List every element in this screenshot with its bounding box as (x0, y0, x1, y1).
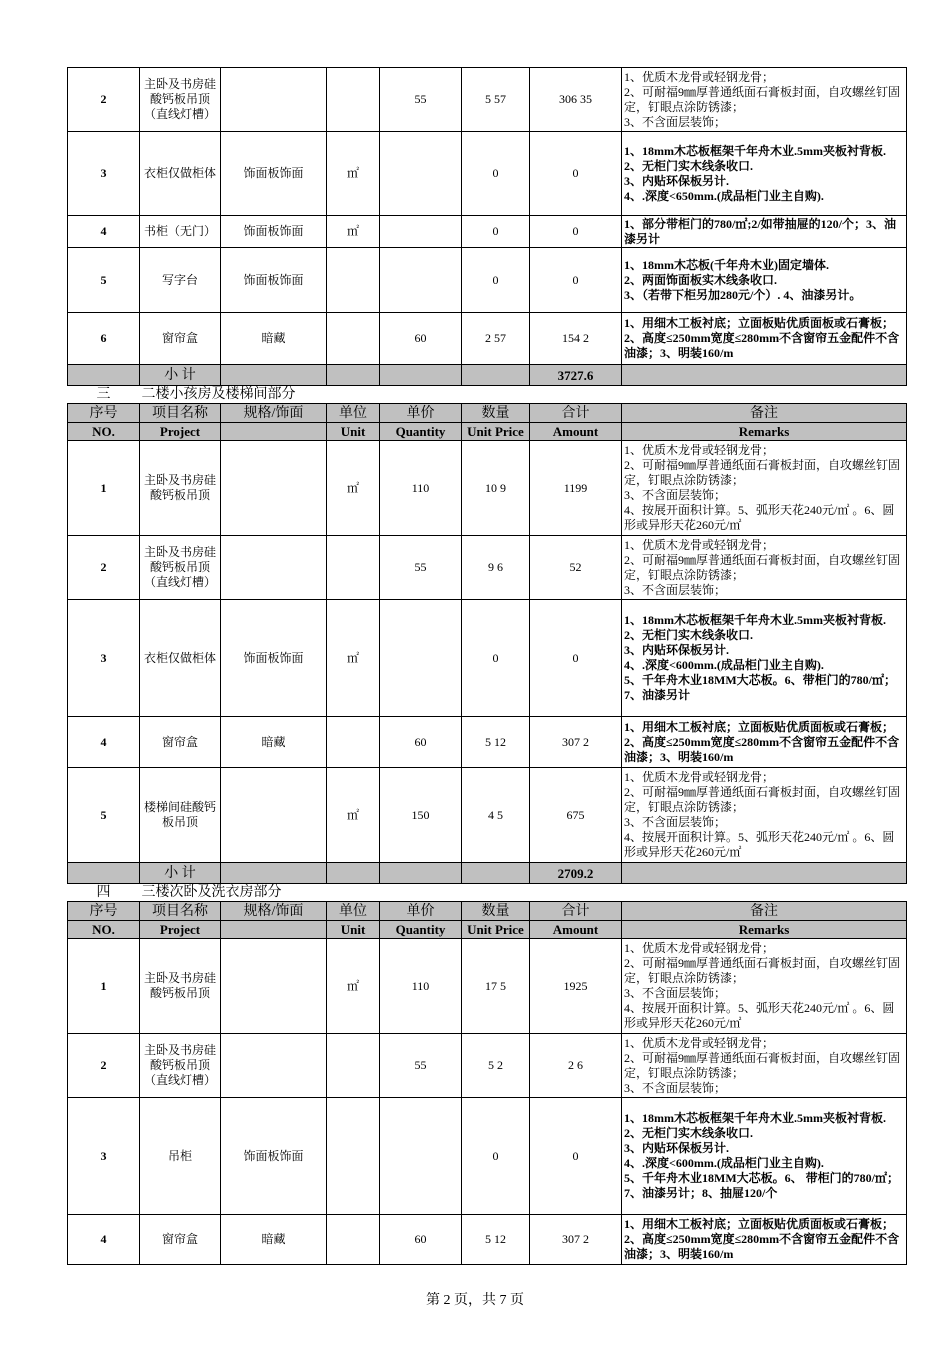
subtotal-blank (68, 365, 140, 386)
subtotal-blank (327, 365, 380, 386)
item-remarks: 1、优质木龙骨或轻钢龙骨； 2、可耐福9㎜厚普通纸面石膏板封面，自攻螺丝钉固定，钉眼点涂防锈漆； 3、不含面层装饰； 4、按展开面积计算。5、弧形天花240元/㎡ 。6、圆形或异形天花260元/㎡ (622, 939, 907, 1034)
item-name: 主卧及书房硅酸钙板吊顶（直线灯槽） (140, 68, 221, 132)
row-number: 1 (68, 939, 140, 1034)
item-name: 窗帘盒 (140, 717, 221, 768)
item-name: 主卧及书房硅酸钙板吊顶 (140, 939, 221, 1034)
item-remarks: 1、18mm木芯板框架千年舟木业.5mm夹板衬背板. 2、无柜门实木线条收口. 3、内贴环保板另计. 4、.深度<600mm.(成品柜门业主自购). 5、千年舟木业18MM大芯板。6、 带柜门的780/㎡；7、油漆另计；8、抽屉120/个 (622, 1098, 907, 1215)
header-en-spec (221, 921, 327, 939)
row-number: 2 (68, 68, 140, 132)
item-unit (327, 1034, 380, 1098)
table-row (68, 248, 907, 313)
row-number: 4 (68, 717, 140, 768)
item-spec: 暗藏 (221, 1215, 327, 1265)
row-number: 4 (68, 216, 140, 248)
item-remarks: 1、用细木工板衬底；立面板贴优质面板或石膏板；2、高度≤250mm宽度≤280mm不含窗帘五金配件不含油漆；3、明装160/m (622, 717, 907, 768)
item-quantity: 5 2 (462, 1034, 530, 1098)
table-row (68, 717, 907, 768)
item-spec: 饰面板饰面 (221, 248, 327, 313)
table-row (68, 313, 907, 365)
item-name: 主卧及书房硅酸钙板吊顶（直线灯槽） (140, 536, 221, 600)
item-unit: ㎡ (327, 441, 380, 536)
item-unit (327, 536, 380, 600)
header-cn-unit: 单位 (327, 404, 380, 423)
section-number: 四 (96, 885, 111, 900)
item-price (380, 132, 462, 216)
item-price (380, 216, 462, 248)
item-spec (221, 1034, 327, 1098)
header-cn-name: 项目名称 (140, 902, 221, 921)
item-price: 55 (380, 536, 462, 600)
row-number: 2 (68, 536, 140, 600)
item-amount: 0 (530, 1098, 622, 1215)
item-remarks: 1、18mm木芯板框架千年舟木业.5mm夹板衬背板. 2、无柜门实木线条收口. 3、内贴环保板另计. 4、.深度<650mm.(成品柜门业主自购). (622, 132, 907, 216)
item-quantity: 0 (462, 1098, 530, 1215)
header-en-price: Quantity (380, 921, 462, 939)
item-unit (327, 1098, 380, 1215)
header-cn-spec: 规格/饰面 (221, 404, 327, 423)
item-spec (221, 768, 327, 863)
section-title-row (68, 386, 907, 404)
item-amount: 306 35 (530, 68, 622, 132)
section-title: 二楼小孩房及楼梯间部分 (140, 386, 907, 404)
item-spec: 饰面板饰面 (221, 600, 327, 717)
item-quantity: 2 57 (462, 313, 530, 365)
item-quantity: 0 (462, 248, 530, 313)
item-spec: 饰面板饰面 (221, 132, 327, 216)
item-spec (221, 441, 327, 536)
item-remarks: 1、用细木工板衬底；立面板贴优质面板或石膏板；2、高度≤250mm宽度≤280mm不含窗帘五金配件不含油漆；3、明装160/m (622, 1215, 907, 1265)
table-row (68, 1215, 907, 1265)
subtotal-blank (380, 863, 462, 884)
header-en-remarks: Remarks (622, 921, 907, 939)
header-en-qty: Unit Price (462, 921, 530, 939)
row-number: 2 (68, 1034, 140, 1098)
item-amount: 675 (530, 768, 622, 863)
table-row (68, 132, 907, 216)
section-title-row (68, 884, 907, 902)
quotation-table (67, 67, 907, 1265)
item-price (380, 600, 462, 717)
item-remarks: 1、用细木工板衬底；立面板贴优质面板或石膏板；2、高度≤250mm宽度≤280mm不含窗帘五金配件不含油漆；3、明装160/m (622, 313, 907, 365)
item-quantity: 5 57 (462, 68, 530, 132)
header-en-remarks: Remarks (622, 423, 907, 441)
item-price: 60 (380, 1215, 462, 1265)
item-amount: 307 2 (530, 717, 622, 768)
item-spec: 暗藏 (221, 313, 327, 365)
item-name: 窗帘盒 (140, 1215, 221, 1265)
header-row-cn (68, 404, 907, 423)
subtotal-blank (221, 863, 327, 884)
item-unit (327, 717, 380, 768)
item-amount: 0 (530, 248, 622, 313)
header-cn-remarks: 备注 (622, 902, 907, 921)
header-cn-name: 项目名称 (140, 404, 221, 423)
item-name: 衣柜仅做柜体 (140, 132, 221, 216)
item-spec (221, 536, 327, 600)
item-unit (327, 313, 380, 365)
item-unit: ㎡ (327, 939, 380, 1034)
item-price (380, 248, 462, 313)
item-price: 150 (380, 768, 462, 863)
item-remarks: 1、优质木龙骨或轻钢龙骨； 2、可耐福9㎜厚普通纸面石膏板封面，自攻螺丝钉固定，钉眼点涂防锈漆； 3、不含面层装饰； 4、按展开面积计算。5、弧形天花240元/㎡ 。6、圆形或异形天花260元/㎡ (622, 441, 907, 536)
item-price: 55 (380, 68, 462, 132)
header-cn-amount: 合计 (530, 902, 622, 921)
item-name: 写字台 (140, 248, 221, 313)
item-remarks: 1、优质木龙骨或轻钢龙骨； 2、可耐福9㎜厚普通纸面石膏板封面，自攻螺丝钉固定，钉眼点涂防锈漆； 3、不含面层装饰； 4、按展开面积计算。5、弧形天花240元/㎡ 。6、圆形或异形天花260元/㎡ (622, 768, 907, 863)
item-name: 吊柜 (140, 1098, 221, 1215)
item-amount: 0 (530, 216, 622, 248)
item-spec: 暗藏 (221, 717, 327, 768)
table-row (68, 216, 907, 248)
header-cn-no: 序号 (68, 902, 140, 921)
table-row (68, 1034, 907, 1098)
item-spec (221, 68, 327, 132)
row-number: 3 (68, 600, 140, 717)
header-en-qty: Unit Price (462, 423, 530, 441)
header-cn-remarks: 备注 (622, 404, 907, 423)
row-number: 5 (68, 248, 140, 313)
section-number: 三 (96, 387, 111, 402)
table-row (68, 441, 907, 536)
header-en-amount: Amount (530, 423, 622, 441)
row-number: 6 (68, 313, 140, 365)
header-en-unit: Unit (327, 921, 380, 939)
subtotal-label: 小 计 (140, 365, 221, 386)
item-remarks: 1、优质木龙骨或轻钢龙骨； 2、可耐福9㎜厚普通纸面石膏板封面，自攻螺丝钉固定，钉眼点涂防锈漆； 3、不含面层装饰； (622, 536, 907, 600)
header-en-name: Project (140, 423, 221, 441)
subtotal-blank (221, 365, 327, 386)
item-quantity: 0 (462, 600, 530, 717)
subtotal-blank (622, 863, 907, 884)
table-row (68, 939, 907, 1034)
header-en-price: Quantity (380, 423, 462, 441)
item-remarks: 1、18mm木芯板(千年舟木业)固定墙体. 2、两面饰面板实木线条收口. 3、（若带下柜另加280元/个）. 4、油漆另计。 (622, 248, 907, 313)
item-unit (327, 1215, 380, 1265)
table-row (68, 536, 907, 600)
subtotal-blank (622, 365, 907, 386)
item-amount: 52 (530, 536, 622, 600)
item-price: 60 (380, 313, 462, 365)
item-price (380, 1098, 462, 1215)
item-quantity: 10 9 (462, 441, 530, 536)
item-name: 衣柜仅做柜体 (140, 600, 221, 717)
item-unit: ㎡ (327, 768, 380, 863)
subtotal-amount: 3727.6 (530, 365, 622, 386)
subtotal-blank (380, 365, 462, 386)
subtotal-label: 小 计 (140, 863, 221, 884)
table-row (68, 68, 907, 132)
item-price: 55 (380, 1034, 462, 1098)
table-row (68, 600, 907, 717)
item-amount: 0 (530, 132, 622, 216)
header-en-unit: Unit (327, 423, 380, 441)
header-cn-unit: 单位 (327, 902, 380, 921)
item-name: 书柜（无门） (140, 216, 221, 248)
item-unit (327, 68, 380, 132)
item-remarks: 1、部分带柜门的780/㎡;2/如带抽屉的120/个；3、油漆另计 (622, 216, 907, 248)
header-en-name: Project (140, 921, 221, 939)
header-row-cn (68, 902, 907, 921)
item-spec: 饰面板饰面 (221, 216, 327, 248)
item-name: 主卧及书房硅酸钙板吊顶（直线灯槽） (140, 1034, 221, 1098)
subtotal-amount: 2709.2 (530, 863, 622, 884)
item-quantity: 5 12 (462, 717, 530, 768)
subtotal-row (68, 365, 907, 386)
item-price: 110 (380, 939, 462, 1034)
row-number: 3 (68, 132, 140, 216)
header-cn-price: 单价 (380, 404, 462, 423)
item-name: 窗帘盒 (140, 313, 221, 365)
item-amount: 2 6 (530, 1034, 622, 1098)
item-name: 主卧及书房硅酸钙板吊顶 (140, 441, 221, 536)
subtotal-blank (462, 863, 530, 884)
header-row-en (68, 921, 907, 939)
item-price: 110 (380, 441, 462, 536)
item-unit: ㎡ (327, 216, 380, 248)
item-remarks: 1、优质木龙骨或轻钢龙骨； 2、可耐福9㎜厚普通纸面石膏板封面，自攻螺丝钉固定，钉眼点涂防锈漆； 3、不含面层装饰； (622, 68, 907, 132)
header-cn-no: 序号 (68, 404, 140, 423)
subtotal-blank (462, 365, 530, 386)
item-unit: ㎡ (327, 132, 380, 216)
item-quantity: 9 6 (462, 536, 530, 600)
item-quantity: 5 12 (462, 1215, 530, 1265)
item-quantity: 0 (462, 132, 530, 216)
item-unit: ㎡ (327, 600, 380, 717)
table-row (68, 768, 907, 863)
item-remarks: 1、18mm木芯板框架千年舟木业.5mm夹板衬背板. 2、无柜门实木线条收口. 3、内贴环保板另计. 4、.深度<600mm.(成品柜门业主自购). 5、千年舟木业18MM大芯板。6、带柜门的780/㎡；7、油漆另计 (622, 600, 907, 717)
row-number: 4 (68, 1215, 140, 1265)
item-spec: 饰面板饰面 (221, 1098, 327, 1215)
item-name: 楼梯间硅酸钙板吊顶 (140, 768, 221, 863)
item-price: 60 (380, 717, 462, 768)
item-unit (327, 248, 380, 313)
item-quantity: 17 5 (462, 939, 530, 1034)
section-title: 三楼次卧及洗衣房部分 (140, 884, 907, 902)
header-en-spec (221, 423, 327, 441)
subtotal-blank (327, 863, 380, 884)
header-en-amount: Amount (530, 921, 622, 939)
row-number: 1 (68, 441, 140, 536)
header-row-en (68, 423, 907, 441)
header-en-no: NO. (68, 921, 140, 939)
header-en-no: NO. (68, 423, 140, 441)
item-remarks: 1、优质木龙骨或轻钢龙骨； 2、可耐福9㎜厚普通纸面石膏板封面，自攻螺丝钉固定，钉眼点涂防锈漆； 3、不含面层装饰； (622, 1034, 907, 1098)
item-quantity: 4 5 (462, 768, 530, 863)
item-amount: 307 2 (530, 1215, 622, 1265)
item-amount: 0 (530, 600, 622, 717)
header-cn-price: 单价 (380, 902, 462, 921)
header-cn-spec: 规格/饰面 (221, 902, 327, 921)
header-cn-amount: 合计 (530, 404, 622, 423)
item-amount: 154 2 (530, 313, 622, 365)
header-cn-qty: 数量 (462, 404, 530, 423)
item-spec (221, 939, 327, 1034)
row-number: 5 (68, 768, 140, 863)
row-number: 3 (68, 1098, 140, 1215)
table-row (68, 1098, 907, 1215)
subtotal-blank (68, 863, 140, 884)
item-quantity: 0 (462, 216, 530, 248)
page-footer: 第 2 页，共 7 页 (426, 1293, 524, 1308)
header-cn-qty: 数量 (462, 902, 530, 921)
subtotal-row (68, 863, 907, 884)
item-amount: 1925 (530, 939, 622, 1034)
item-amount: 1199 (530, 441, 622, 536)
